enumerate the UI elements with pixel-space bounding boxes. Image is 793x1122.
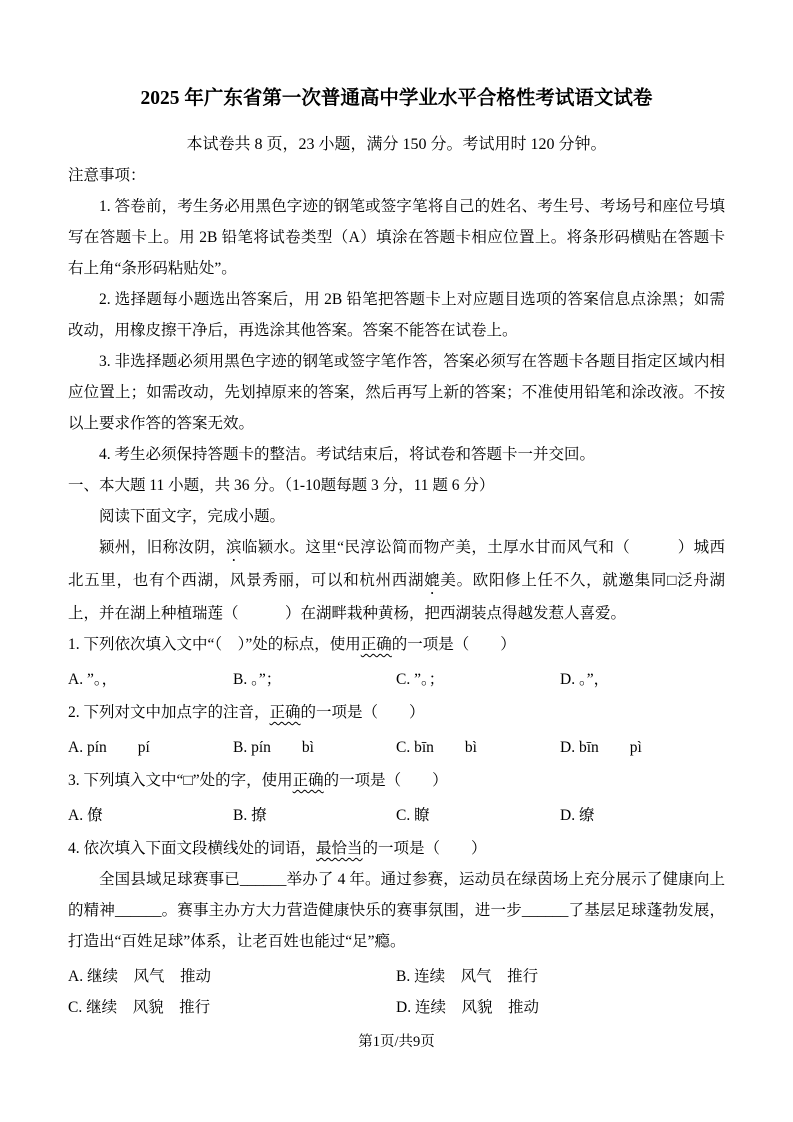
question-2-option-b: B. pín bì (233, 739, 314, 756)
question-2-stem (68, 697, 725, 728)
notice-item-3: 3. 非选择题必须用黑色字迹的钢笔或签字笔作答，答案必须写在答题卡各题目指定区域内相应位置上；如需改动，先划掉原来的答案，然后再写上新的答案；不准使用铅笔和涂改液。不按以上要求作答的答案无效。 (68, 353, 725, 432)
page-number: 第1页/共9页 (358, 1034, 435, 1050)
question-3-option-d: D. 缭 (560, 807, 595, 824)
stem-emphasis: 正确 (269, 704, 301, 721)
question-4-option-b: B. 连续 风气 推行 (396, 968, 539, 985)
question-4-option-a: A. 继续 风气 推动 (68, 968, 211, 985)
question-1-option-c: C. ”。； (396, 671, 445, 688)
question-1-option-a: A. ”。， (68, 671, 118, 688)
stem-emphasis: 正确 (292, 772, 324, 789)
passage-text: 美。欧阳修上任不久，就邀集同□泛舟湖上，并在湖上种植瑞莲（ ）在湖畔栽种黄杨，把西湖装点得越发惹人喜爱。 (68, 572, 725, 622)
stem-emphasis: 最恰当 (316, 840, 363, 857)
notice-heading: 注意事项： (68, 167, 146, 184)
question-2-option-c: C. bīn bì (396, 739, 477, 756)
question-3-option-b: B. 撩 (233, 807, 267, 824)
stem-text: 的一项是（ ） (362, 840, 487, 857)
question-3-stem (68, 765, 725, 796)
exam-meta-line: 本试卷共 8 页，23 小题，满分 150 分。考试用时 120 分钟。 (186, 136, 607, 153)
stem-text: 4. 依次填入下面文段横线处的词语， (68, 840, 317, 857)
question-2-option-d: D. bīn pì (560, 739, 642, 756)
reading-intro: 阅读下面文字，完成小题。 (99, 508, 286, 525)
stem-text: 2. 下列对文中加点字的注音， (68, 704, 270, 721)
stem-text: 的一项是（ ） (300, 704, 425, 721)
page-title: 2025 年广东省第一次普通高中学业水平合格性考试语文试卷 (140, 88, 653, 109)
question-3-options (68, 800, 725, 831)
stem-text: 3. 下列填入文中“□”处的字，使用 (68, 772, 293, 789)
question-4-options (68, 961, 725, 1023)
dotted-char-bin: 滨 (226, 539, 242, 556)
question-1-stem (68, 629, 725, 660)
question-2-options (68, 732, 725, 763)
question-1-options (68, 664, 725, 695)
question-1-option-d: D. 。”， (560, 671, 610, 688)
notice-item-1: 1. 答卷前，考生务必用黑色字迹的钢笔或签字笔将自己的姓名、考生号、考场号和座位号填写在答题卡上。用 2B 铅笔将试卷类型（A）填涂在答题卡相应位置上。将条形码横贴在答题卡右上角“条形码粘贴处”。 (68, 198, 725, 277)
stem-emphasis: 正确 (360, 636, 392, 653)
question-4-option-c: C. 继续 风貌 推行 (68, 999, 211, 1016)
question-3-option-c: C. 瞭 (396, 807, 430, 824)
question-1-option-b: B. 。”； (233, 671, 282, 688)
question-4-option-d: D. 连续 风貌 推动 (396, 999, 539, 1016)
reading-passage (68, 532, 725, 629)
notice-item-4: 4. 考生必须保持答题卡的整洁。考试结束后，将试卷和答题卡一并交回。 (99, 446, 596, 463)
notice-item-2: 2. 选择题每小题选出答案后，用 2B 铅笔把答题卡上对应题目选项的答案信息点涂黑；如需改动，用橡皮擦干净后，再选涂其他答案。答案不能答在试卷上。 (68, 291, 725, 339)
dotted-char-pi: 媲 (424, 572, 441, 589)
stem-text: 1. 下列依次填入文中“（ ）”处的标点，使用 (68, 636, 361, 653)
question-4-passage: 全国县域足球赛事已______举办了 4 年。通过参赛，运动员在绿茵场上充分展示了健康向上的精神______。赛事主办方大力营造健康快乐的赛事氛围，进一步______了基层足球蓬勃发展，打造出“百姓足球”体系，让老百姓也能过“足”瘾。 (68, 871, 725, 950)
stem-text: 的一项是（ ） (323, 772, 448, 789)
question-4-stem (68, 833, 725, 864)
passage-text: 颍州，旧称汝阴， (99, 539, 226, 556)
question-3-option-a: A. 僚 (68, 807, 103, 824)
stem-text: 的一项是（ ） (391, 636, 516, 653)
question-2-option-a: A. pín pí (68, 739, 150, 756)
passage-text: 临颍水。这里“民淳讼简而物产美，土厚水甘而风气和（ ）城西北五里，也有个西湖，风景秀丽，可以和杭州西湖 (68, 539, 725, 589)
section-heading: 一、本大题 11 小题，共 36 分。（1-10题每题 3 分，11 题 6 分） (68, 477, 495, 494)
